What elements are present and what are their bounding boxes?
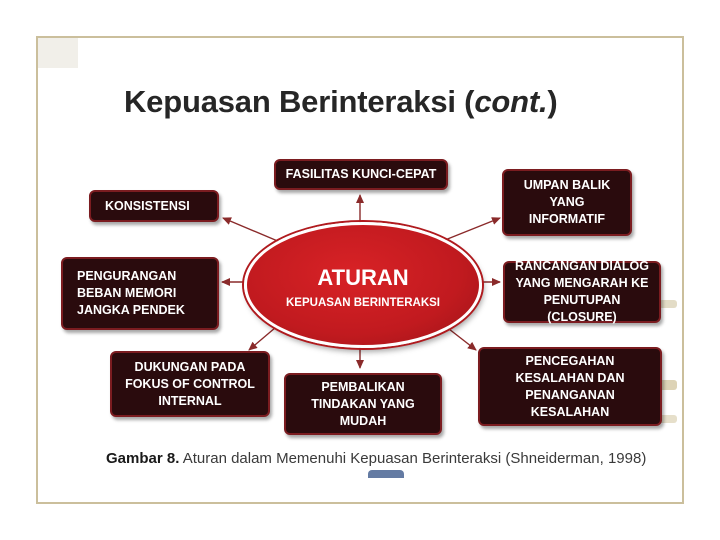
box-pengurangan-beban-memori: PENGURANGAN BEBAN MEMORI JANGKA PENDEK (61, 257, 219, 330)
center-title: ATURAN (317, 265, 409, 290)
figure-caption: Gambar 8. Aturan dalam Memenuhi Kepuasan Berinteraksi (Shneiderman, 1998) (106, 450, 647, 467)
box-rancangan-dialog: RANCANGAN DIALOG YANG MENGARAH KE PENUTUPAN (CLOSURE) (503, 261, 661, 323)
slide-title: Kepuasan Berinteraksi (cont.) (124, 84, 558, 119)
box-fasilitas-kunci-cepat: FASILITAS KUNCI-CEPAT (274, 159, 448, 190)
box-konsistensi: KONSISTENSI (89, 190, 219, 222)
box-pencegahan-kesalahan: PENCEGAHAN KESALAHAN DAN PENANGANAN KESALAHAN (478, 347, 662, 426)
box-umpan-balik: UMPAN BALIK YANG INFORMATIF (502, 169, 632, 236)
box-dukungan-fokus: DUKUNGAN PADA FOKUS OF CONTROL INTERNAL (110, 351, 270, 417)
center-ellipse-aturan (244, 222, 482, 348)
box-pembalikan-tindakan: PEMBALIKAN TINDAKAN YANG MUDAH (284, 373, 442, 435)
arrow-to-umpan (440, 218, 500, 242)
arrow-to-konsistensi (223, 218, 280, 242)
center-subtitle: KEPUASAN BERINTERAKSI (286, 297, 440, 309)
